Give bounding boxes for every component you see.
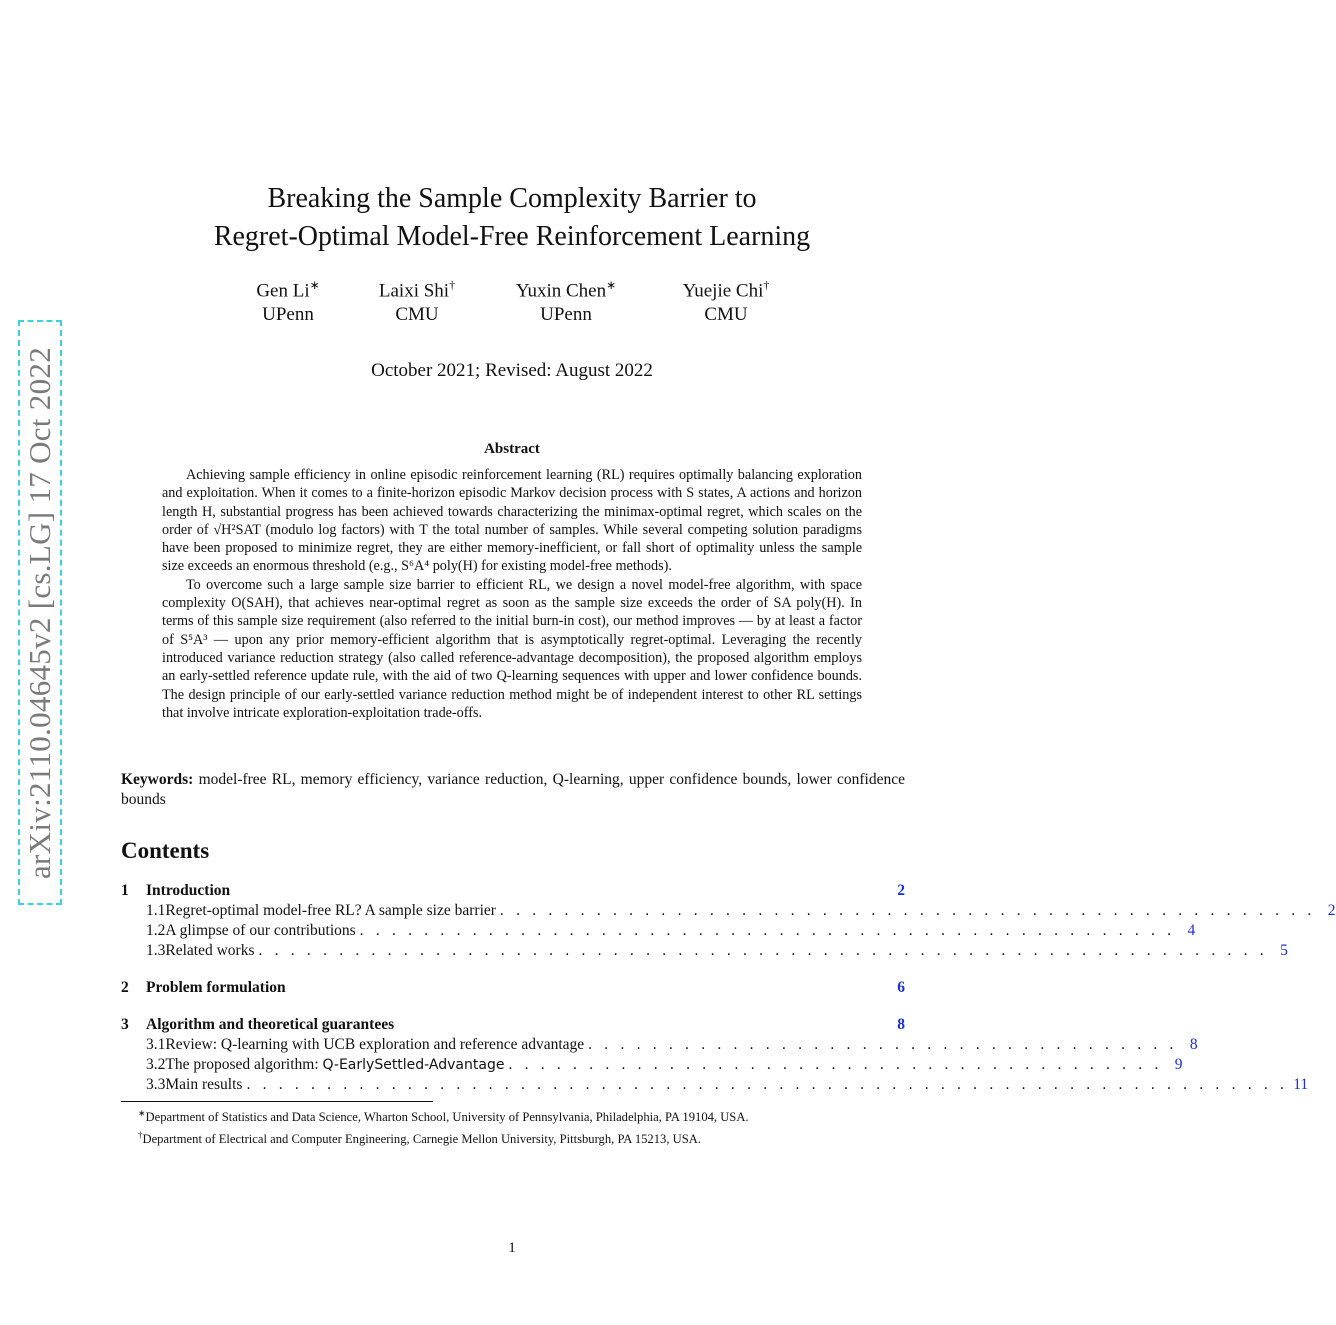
toc-entry-1[interactable]: [121, 882, 905, 902]
toc-page-link[interactable]: 8: [897, 1016, 905, 1033]
toc-number: 1.3: [146, 942, 166, 959]
toc-leader-dots: . . . . . . . . . . . . . . . . . . . . . . . . . . . . . . . . . . . . .: [588, 1036, 1178, 1053]
toc-number: 3.1: [146, 1036, 166, 1053]
toc-entry-1-3[interactable]: [121, 942, 1288, 962]
author-name: Yuxin Chen: [515, 280, 607, 302]
toc-page-link[interactable]: 2: [1327, 902, 1336, 919]
footnote-1: [138, 1104, 749, 1126]
toc-title: A glimpse of our contributions: [165, 922, 356, 939]
author-affiliation: UPenn: [262, 304, 314, 326]
toc-number: 1: [121, 882, 129, 899]
toc-page-link[interactable]: 9: [1174, 1056, 1183, 1073]
arxiv-id: arXiv:2110.04645v2 [cs.LG] 17 Oct 2022: [22, 346, 57, 879]
contents-heading: Contents: [121, 838, 210, 863]
toc-entry-3-1[interactable]: [121, 1036, 1198, 1056]
author-name: Yuejie Chi: [682, 280, 764, 302]
toc-entry-1-2[interactable]: [121, 922, 1196, 942]
arxiv-stamp: [18, 320, 62, 905]
footnote-text: Department of Electrical and Computer Engineering, Carnegie Mellon University, Pittsburgh, PA 15213, USA.: [142, 1132, 701, 1147]
toc-title-text: The proposed algorithm:: [165, 1056, 323, 1073]
footnote-2: [138, 1126, 749, 1148]
toc-entry-3[interactable]: [121, 1016, 905, 1036]
toc-number: 3.2: [146, 1056, 166, 1073]
toc-title: Introduction: [146, 882, 231, 899]
toc-number: 1.1: [146, 902, 166, 919]
toc-page-link[interactable]: 5: [1280, 942, 1288, 959]
algorithm-name: Q-EarlySettled-Advantage: [322, 1057, 505, 1073]
author-mark: †: [449, 278, 456, 292]
toc-title: Algorithm and theoretical guarantees: [146, 1016, 395, 1033]
toc-leader-dots: . . . . . . . . . . . . . . . . . . . . . . . . . . . . . . . . . . . . . . . . . . . . . . . . . . . . . . . . . . . . . . . . .: [246, 1076, 1289, 1093]
abstract-paragraph-2: To overcome such a large sample size barrier to efficient RL, we design a novel model-free algorithm, with space complexity O(SAH), that achieves near-optimal regret as soon as the sample size exceeds the order of SA poly(H). In terms of this sample size requirement (also referred to the initial burn-in cost), our method improves — by at least a factor of S⁵A³ — upon any prior memory-efficient algorithm that is asymptotically regret-optimal. Leveraging the recently introduced variance reduction strategy (also called reference-advantage decomposition), the proposed algorithm employs an early-settled reference update rule, with the aid of two Q-learning sequences with upper and lower confidence bounds. The design principle of our early-settled variance reduction method might be of independent interest to other RL settings that involve intricate exploration-exploitation trade-offs.: [162, 576, 862, 721]
toc-leader-dots: . . . . . . . . . . . . . . . . . . . . . . . . . . . . . . . . . . . . . . . . . . . . . . . . . . . . . . . . . . . . . . .: [258, 942, 1268, 959]
author-name: Laixi Shi: [378, 280, 450, 302]
toc-entry-3-3[interactable]: [121, 1076, 1309, 1096]
toc-leader-dots: . . . . . . . . . . . . . . . . . . . . . . . . . . . . . . . . . . . . . . . . . . . . . . . . . . .: [499, 902, 1316, 919]
author-yuxin-chen: [476, 273, 656, 327]
toc-title: Main results: [165, 1076, 243, 1093]
abstract-paragraph-1: Achieving sample efficiency in online episodic reinforcement learning (RL) requires optimally balancing exploration and exploitation. When it comes to a finite-horizon episodic Markov decision process with S states, A actions and horizon length H, substantial progress has been achieved towards characterizing the minimax-optimal regret, which scales on the order of √H²SAT (modulo log factors) with T the total number of samples. While several competing solution paradigms have been proposed to minimize regret, they are either memory-inefficient, or fall short of optimality unless the sample size exceeds an enormous threshold (e.g., S⁶A⁴ poly(H) for existing model-free methods).: [162, 467, 862, 575]
author-mark: ∗: [606, 278, 617, 292]
toc-page-link[interactable]: 2: [897, 882, 905, 899]
abstract-heading: Abstract: [484, 441, 540, 457]
toc-leader-dots: . . . . . . . . . . . . . . . . . . . . . . . . . . . . . . . . . . . . . . . . .: [508, 1056, 1163, 1073]
title-line-1: Breaking the Sample Complexity Barrier to: [267, 183, 757, 214]
toc-page-link[interactable]: 4: [1187, 922, 1196, 939]
author-name: Gen Li: [256, 280, 310, 302]
abstract-body: [162, 466, 862, 722]
footnote-mark: †: [138, 1130, 143, 1141]
keywords-text: model-free RL, memory efficiency, variance reduction, Q-learning, upper confidence bounds, lower confidence bounds: [121, 771, 905, 808]
toc-title: [165, 1056, 508, 1074]
page-number: 1: [508, 1240, 516, 1256]
toc-number: 3.3: [146, 1076, 166, 1093]
keywords: [121, 770, 905, 810]
toc-title: Problem formulation: [146, 979, 286, 996]
author-mark: †: [763, 278, 770, 292]
author-affiliation: CMU: [395, 304, 439, 326]
author-mark: ∗: [309, 278, 320, 292]
toc-title: Related works: [165, 942, 255, 959]
publication-date: October 2021; Revised: August 2022: [371, 360, 653, 381]
toc-entry-3-2[interactable]: [121, 1056, 1183, 1076]
footnote-divider: [121, 1101, 433, 1102]
author-affiliation: CMU: [704, 304, 748, 326]
toc-page-link[interactable]: 6: [897, 979, 905, 996]
toc-title: Review: Q-learning with UCB exploration and reference advantage: [165, 1036, 585, 1053]
paper-title: [120, 180, 904, 256]
toc-title: Regret-optimal model-free RL? A sample size barrier: [165, 902, 496, 919]
toc-number: 2: [121, 979, 129, 996]
author-affiliation: UPenn: [540, 304, 592, 326]
toc-leader-dots: . . . . . . . . . . . . . . . . . . . . . . . . . . . . . . . . . . . . . . . . . . . . . . . . . . .: [359, 922, 1176, 939]
toc-page-link[interactable]: 11: [1293, 1076, 1309, 1093]
toc-number: 1.2: [146, 922, 166, 939]
keywords-label: Keywords:: [121, 771, 194, 788]
footnote-text: Department of Statistics and Data Science, Wharton School, University of Pennsylvania, Philadelphia, PA 19104, USA.: [145, 1110, 749, 1125]
footnotes: [138, 1104, 749, 1148]
toc-entry-1-1[interactable]: [121, 902, 1336, 922]
toc-entry-2[interactable]: [121, 979, 905, 999]
footnote-mark: ∗: [138, 1108, 146, 1118]
toc-number: 3: [121, 1016, 129, 1033]
toc-page-link[interactable]: 8: [1189, 1036, 1198, 1053]
title-line-2: Regret-Optimal Model-Free Reinforcement Learning: [213, 221, 811, 252]
author-yuejie-chi: [636, 273, 816, 327]
